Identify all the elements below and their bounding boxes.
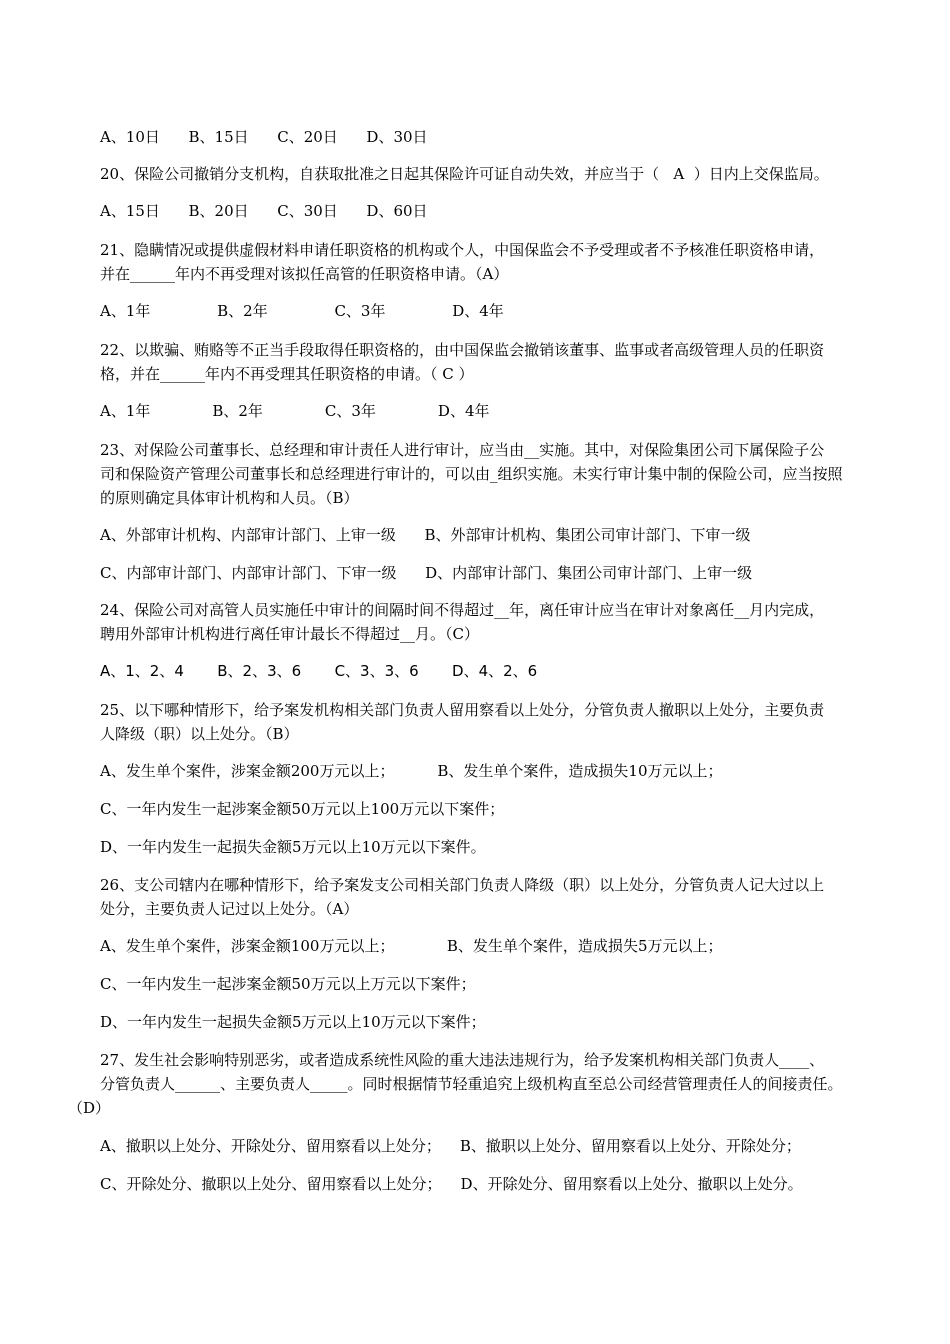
question-25-line-1: 25、以下哪种情形下，给予案发机构相关部门负责人留用察看以上处分，分管负责人撤职以上处分，主要负责 (100, 701, 825, 719)
option-line-q19: A、10日 B、15日 C、20日 D、30日 (100, 128, 428, 146)
question-22-line-1: 22、以欺骗、贿赂等不正当手段取得任职资格的，由中国保监会撤销该董事、监事或者高级管理人员的任职资 (100, 341, 825, 359)
question-20: 20、保险公司撤销分支机构，自获取批准之日起其保险许可证自动失效，并应当于（ A ）日内上交保监局。 (100, 165, 829, 183)
option-line-q24: A、1、2、4 B、2、3、6 C、3、3、6 D、4、2、6 (100, 662, 538, 680)
question-27-line-1: 27、发生社会影响特别恶劣，或者造成系统性风险的重大违法违规行为，给予发案机构相关部门负责人____、 (100, 1051, 825, 1069)
question-25-line-2: 人降级（职）以上处分。（B） (100, 725, 299, 743)
question-24-line-1: 24、保险公司对高管人员实施任中审计的间隔时间不得超过__年，离任审计应当在审计对象离任__月内完成， (100, 601, 825, 619)
option-line-q21: A、1年 B、2年 C、3年 D、4年 (100, 302, 504, 320)
question-27-line-2: 分管负责人______、主要负责人_____。同时根据情节轻重追究上级机构直至总公司经营管理责任人的间接责任。 (100, 1075, 843, 1093)
option-line-q25-d: D、一年内发生一起损失金额5万元以上10万元以下案件。 (100, 838, 486, 856)
question-24-line-2: 聘用外部审计机构进行离任审计最长不得超过__月。（C） (100, 625, 479, 643)
question-21-line-2: 并在______年内不再受理对该拟任高管的任职资格申请。（A） (100, 265, 509, 283)
question-26-line-2: 处分，主要负责人记过以上处分。（A） (100, 900, 359, 918)
option-line-q22: A、1年 B、2年 C、3年 D、4年 (100, 402, 490, 420)
question-26-line-1: 26、支公司辖内在哪种情形下，给予案发支公司相关部门负责人降级（职）以上处分，分管负责人记大过以上 (100, 876, 825, 894)
option-line-q25-ab: A、发生单个案件，涉案金额200万元以上； B、发生单个案件，造成损失10万元以上； (100, 762, 723, 780)
option-line-q26-c: C、一年内发生一起涉案金额50万元以上万元以下案件； (100, 975, 476, 993)
question-27-line-3: （D） (68, 1099, 111, 1117)
question-23-line-2: 司和保险资产管理公司董事长和总经理进行审计的，可以由_组织实施。未实行审计集中制的保险公司，应当按照 (100, 465, 843, 483)
option-line-q27-ab: A、撤职以上处分、开除处分、留用察看以上处分； B、撤职以上处分、留用察看以上处分、开除处分； (100, 1137, 801, 1155)
option-line-q27-cd: C、开除处分、撤职以上处分、留用察看以上处分； D、开除处分、留用察看以上处分、撤职以上处分。 (100, 1175, 803, 1193)
option-line-q20: A、15日 B、20日 C、30日 D、60日 (100, 202, 428, 220)
option-line-q26-ab: A、发生单个案件，涉案金额100万元以上； B、发生单个案件，造成损失5万元以上； (100, 937, 723, 955)
question-23-line-3: 的原则确定具体审计机构和人员。（B） (100, 489, 359, 507)
question-23-line-1: 23、对保险公司董事长、总经理和审计责任人进行审计，应当由__实施。其中，对保险集团公司下属保险子公 (100, 441, 825, 459)
option-line-q23-ab: A、外部审计机构、内部审计部门、上审一级 B、外部审计机构、集团公司审计部门、下审一级 (100, 526, 751, 544)
question-22-line-2: 格，并在______年内不再受理其任职资格的申请。（ C ） (100, 365, 474, 383)
option-line-q25-c: C、一年内发生一起涉案金额50万元以上100万元以下案件； (100, 800, 505, 818)
question-21-line-1: 21、隐瞒情况或提供虚假材料申请任职资格的机构或个人，中国保监会不予受理或者不予核准任职资格申请， (100, 241, 825, 259)
option-line-q23-cd: C、内部审计部门、内部审计部门、下审一级 D、内部审计部门、集团公司审计部门、上审一级 (100, 564, 753, 582)
option-line-q26-d: D、一年内发生一起损失金额5万元以上10万元以下案件； (100, 1013, 486, 1031)
